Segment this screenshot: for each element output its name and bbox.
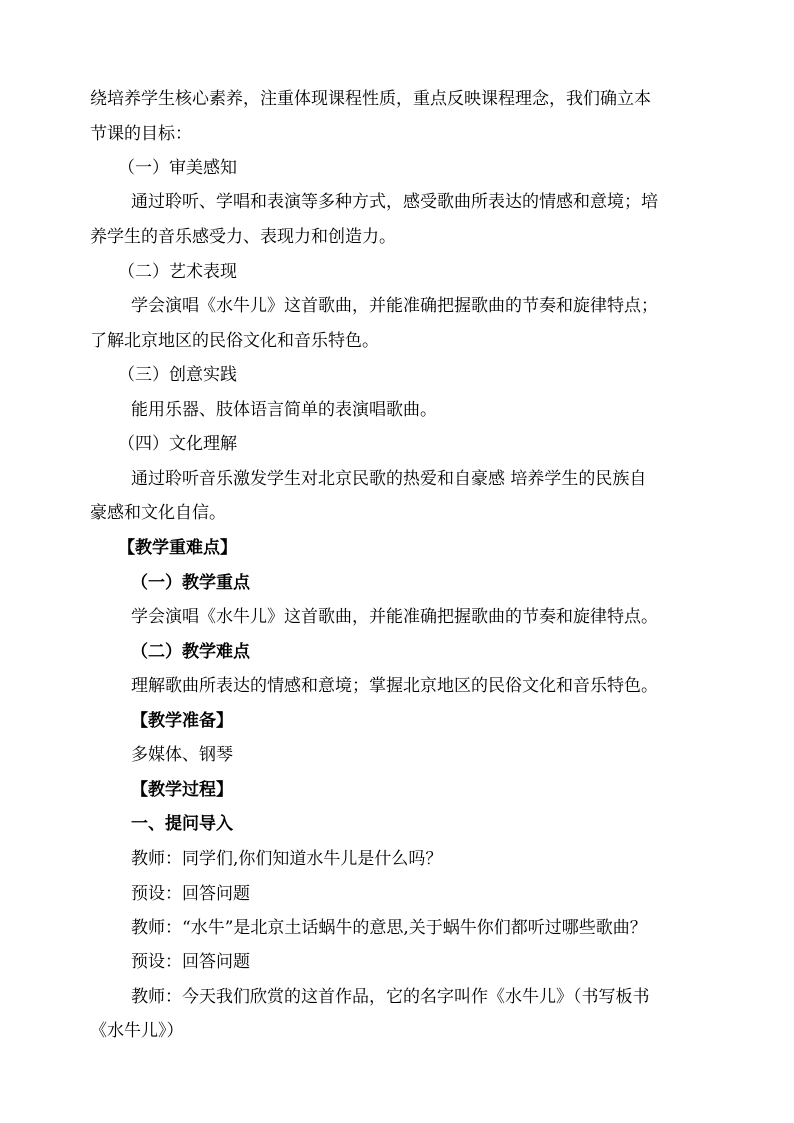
paragraph-line: 教师：今天我们欣赏的这首作品，它的名字叫作《水牛儿》（书写板书 xyxy=(131,987,650,1007)
paragraph-line: 豪感和文化自信。 xyxy=(90,503,226,523)
paragraph-line: 多媒体、钢琴 xyxy=(131,745,233,765)
subsection-heading: （二）教学难点 xyxy=(131,642,250,662)
paragraph-line: 学会演唱《水牛儿》这首歌曲，并能准确把握歌曲的节奏和旋律特点； xyxy=(131,296,658,316)
subsection-heading: （一）教学重点 xyxy=(131,573,250,593)
paragraph-line: 学会演唱《水牛儿》这首歌曲，并能准确把握歌曲的节奏和旋律特点。 xyxy=(131,607,658,627)
paragraph-line: 绕培养学生核心素养，注重体现课程性质，重点反映课程理念，我们确立本 xyxy=(90,89,651,109)
paragraph-line: 通过聆听音乐激发学生对北京民歌的热爱和自豪感 培养学生的民族自 xyxy=(131,469,647,489)
bracket-heading: 【教学过程】 xyxy=(131,780,233,800)
bracket-heading: 【教学重难点】 xyxy=(118,538,237,558)
paragraph-line: 养学生的音乐感受力、表现力和创造力。 xyxy=(90,227,396,247)
paragraph-line: 《水牛儿》） xyxy=(90,1021,184,1041)
paragraph-line: 节课的目标： xyxy=(90,124,192,144)
bracket-heading: 【教学准备】 xyxy=(131,711,233,731)
subsection-heading: 一、提问导入 xyxy=(131,814,233,834)
paragraph-line: 教师：同学们,你们知道水牛儿是什么吗？ xyxy=(131,849,443,869)
section-heading: （二）艺术表现 xyxy=(118,262,237,282)
paragraph-line: 了解北京地区的民俗文化和音乐特色。 xyxy=(90,331,379,351)
paragraph-line: 预设：回答问题 xyxy=(131,884,250,904)
section-heading: （三）创意实践 xyxy=(118,365,237,385)
section-heading: （四）文化理解 xyxy=(118,434,237,454)
paragraph-line: 通过聆听、学唱和表演等多种方式，感受歌曲所表达的情感和意境；培 xyxy=(131,192,658,212)
paragraph-line: 理解歌曲所表达的情感和意境；掌握北京地区的民俗文化和音乐特色。 xyxy=(131,676,658,696)
paragraph-line: 能用乐器、肢体语言简单的表演唱歌曲。 xyxy=(131,400,437,420)
paragraph-line: 教师：“水牛”是北京土话蜗牛的意思,关于蜗牛你们都听过哪些歌曲？ xyxy=(131,918,647,938)
paragraph-line: 预设：回答问题 xyxy=(131,952,250,972)
section-heading: （一）审美感知 xyxy=(118,158,237,178)
